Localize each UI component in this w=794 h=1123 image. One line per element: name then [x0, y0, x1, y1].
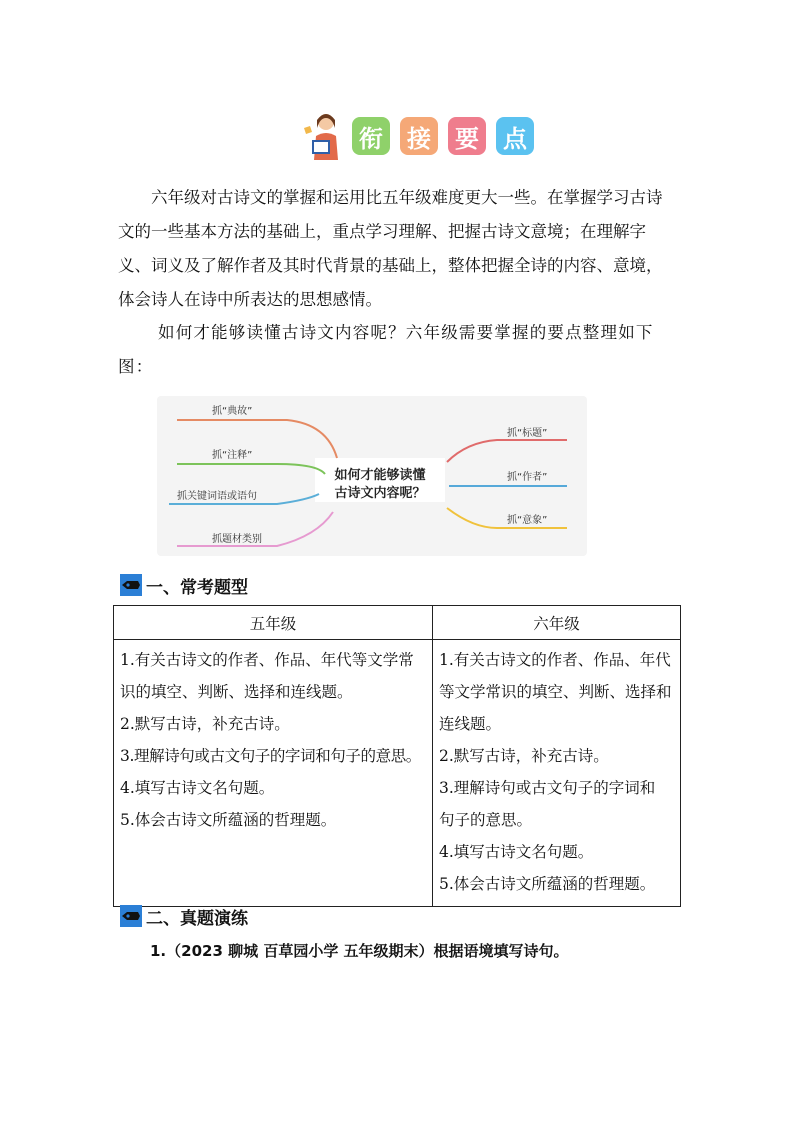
- section-heading-common-types: [120, 572, 248, 598]
- teacher-reading-icon: [300, 110, 348, 162]
- grade6-item: 句子的意思。: [439, 811, 533, 829]
- mindmap-center-line1: 如何才能够读懂: [334, 468, 426, 483]
- mindmap-right-2: 抓“作者”: [507, 472, 548, 483]
- mindmap-left-3: 抓关键词语或语句: [177, 491, 257, 502]
- grade6-item: 等文学常识的填空、判断、选择和: [439, 683, 672, 701]
- mind-map: [157, 396, 587, 556]
- grade5-item: 2.默写古诗，补充古诗。: [120, 715, 290, 733]
- section-title: 二、真题演练: [146, 908, 248, 929]
- section-heading-practice: [120, 903, 248, 929]
- mindmap-center-line2: 古诗文内容呢？: [334, 486, 426, 501]
- question-paragraph: 如何才能够读懂古诗文内容呢？六年级需要掌握的要点整理如下图：: [118, 323, 654, 376]
- mindmap-left-4: 抓题材类别: [212, 534, 262, 545]
- mindmap-left-2: 抓“注释”: [212, 450, 253, 461]
- grade5-item: 4.填写古诗文名句题。: [120, 779, 275, 797]
- grade5-item: 识的填空、判断、选择和连线题。: [120, 683, 353, 701]
- section-header-badge: [300, 108, 544, 164]
- grade6-item: 5.体会古诗文所蕴涵的哲理题。: [439, 875, 656, 893]
- grade6-item: 1.有关古诗文的作者、作品、年代: [439, 651, 671, 669]
- question-1: 1.（2023 聊城 百草园小学 五年级期末）根据语境填写诗句。: [150, 942, 569, 960]
- mindmap-right-3: 抓“意象”: [507, 515, 548, 526]
- table-header-grade6: 六年级: [433, 606, 681, 640]
- pen-icon: [120, 905, 142, 927]
- header-tile-1: 衔: [352, 117, 390, 155]
- table-cell-grade5: [114, 640, 433, 907]
- pen-icon: [120, 574, 142, 596]
- grade6-item: 4.填写古诗文名句题。: [439, 843, 594, 861]
- table-cell-grade6: [433, 640, 681, 907]
- comparison-table: [113, 605, 681, 907]
- grade6-item: 3.理解诗句或古文句子的字词和: [439, 779, 656, 797]
- header-tile-2: 接: [400, 117, 438, 155]
- mindmap-right-1: 抓“标题”: [507, 428, 548, 439]
- section-title: 一、常考题型: [146, 577, 248, 598]
- grade5-item: 5.体会古诗文所蕴涵的哲理题。: [120, 811, 337, 829]
- grade6-item: 2.默写古诗，补充古诗。: [439, 747, 609, 765]
- header-tile-4: 点: [496, 117, 534, 155]
- header-tile-3: 要: [448, 117, 486, 155]
- grade5-item: 3.理解诗句或古文句子的字词和句子的意思。: [120, 747, 421, 765]
- intro-paragraph: 六年级对古诗文的掌握和运用比五年级难度更大一些。在掌握学习古诗文的一些基本方法的基础上，重点学习理解、把握古诗文意境；在理解字义、词义及了解作者及其时代背景的基础上，整体把握全诗的内容、意境，体会诗人在诗中所表达的思想感情。: [118, 188, 663, 309]
- grade6-item: 连线题。: [439, 715, 502, 733]
- mindmap-left-1: 抓“典故”: [212, 406, 253, 417]
- grade5-item: 1.有关古诗文的作者、作品、年代等文学常: [120, 651, 414, 669]
- table-header-grade5: 五年级: [114, 606, 433, 640]
